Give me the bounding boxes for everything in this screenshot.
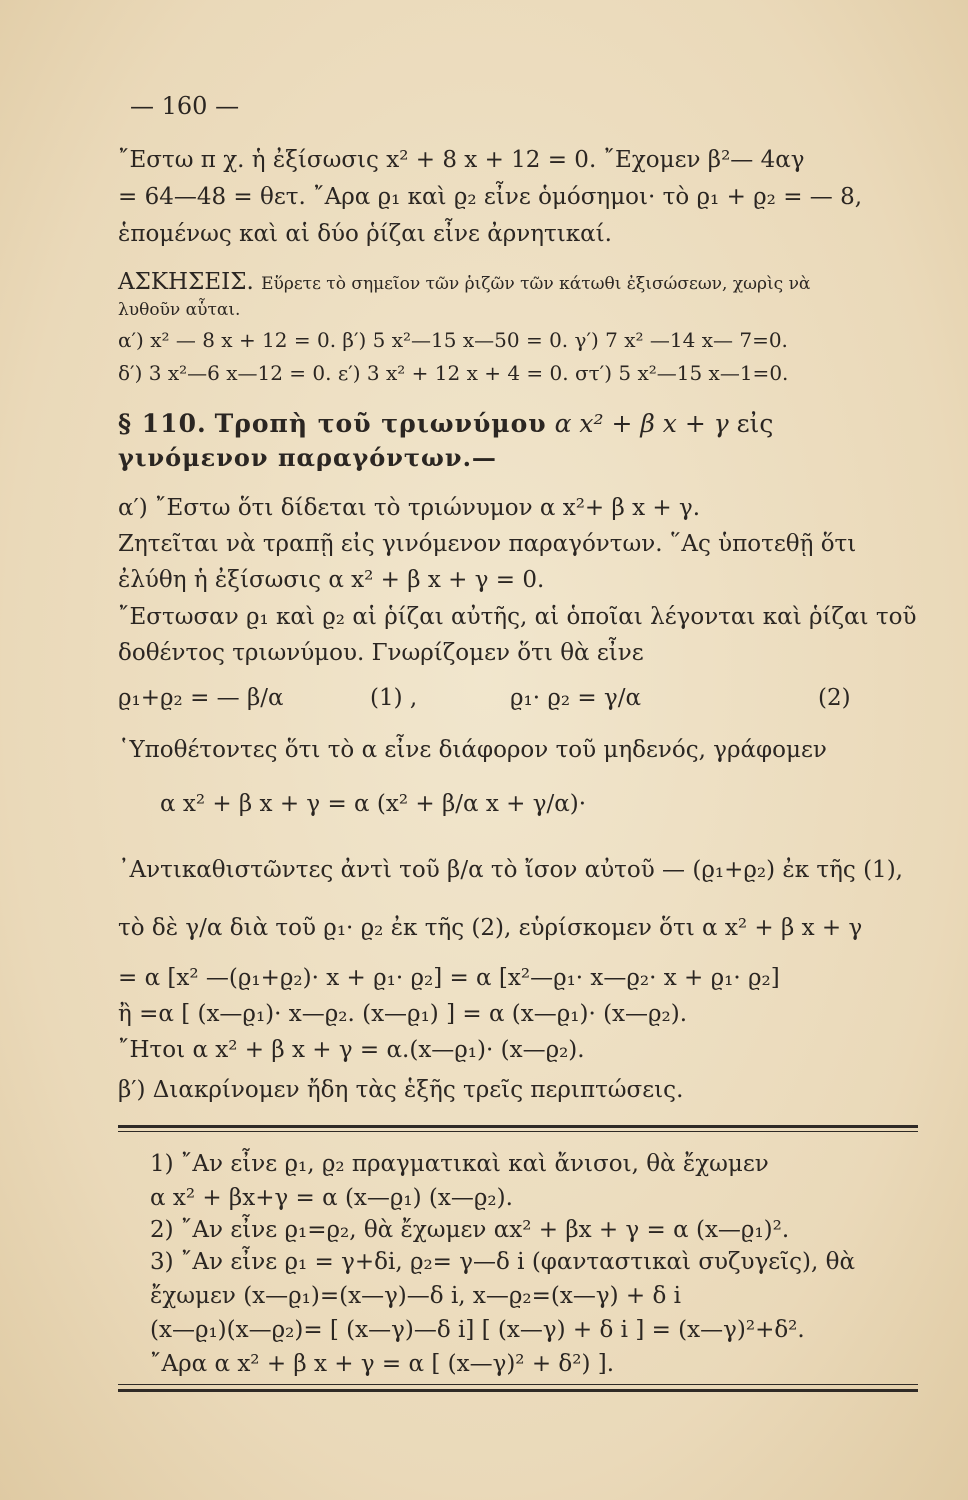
derivation-line-2: ἢ =α [ (x—ϱ₁)· x—ϱ₂. (x—ϱ₁) ] = α (x—ϱ₁)· (x—ϱ₂). bbox=[118, 1001, 688, 1027]
case-line-1: 1) ῎Αν εἶνε ϱ₁, ϱ₂ πραγματικαὶ καὶ ἄνισοι, θὰ ἔχωμεν bbox=[150, 1151, 769, 1177]
box-bottom-rule bbox=[118, 1389, 918, 1392]
exercises-instruction: Εὕρετε τὸ σημεῖον τῶν ῥιζῶν τῶν κάτωθι ἐξισώσεων, χωρὶς νὰ bbox=[261, 274, 811, 294]
para-a-line-1: α′) ῎Εστω ὅτι δίδεται τὸ τριώνυμον α x²+ β x + γ. bbox=[118, 495, 701, 521]
intro-line-1: ῎Εστω π χ. ἡ ἐξίσωσις x² + 8 x + 12 = 0. ῎Εχομεν β²— 4αγ bbox=[118, 147, 805, 173]
equation-label-2: (2) bbox=[818, 685, 851, 711]
section-title: Τροπὴ τοῦ τριωνύμου bbox=[214, 409, 547, 438]
exercises-heading: ΑΣΚΗΣΕΙΣ. bbox=[118, 269, 254, 295]
exercises-heading-line bbox=[118, 268, 810, 298]
derivation-line-1: = α [x² —(ϱ₁+ϱ₂)· x + ϱ₁· ϱ₂] = α [x²—ϱ₁· x—ϱ₂· x + ϱ₁· ϱ₂] bbox=[118, 965, 780, 991]
section-title-end: εἰς bbox=[736, 409, 774, 438]
section-formula: α x² + β x + γ bbox=[554, 409, 729, 438]
assumption-line: ῾Υποθέτοντες ὅτι τὸ α εἶνε διάφορον τοῦ μηδενός, γράφομεν bbox=[118, 737, 827, 763]
section-title-line-2: γινόμενον παραγόντων.— bbox=[118, 443, 497, 472]
derivation-line-3: ῎Ητοι α x² + β x + γ = α.(x—ϱ₁)· (x—ϱ₂). bbox=[118, 1037, 585, 1063]
box-top-rule-thin bbox=[118, 1131, 918, 1132]
substitution-line-2: τὸ δὲ γ/α διὰ τοῦ ϱ₁· ϱ₂ ἐκ τῆς (2), εὑρίσκομεν ὅτι α x² + β x + γ bbox=[118, 915, 863, 941]
para-a-line-4: ῎Εστωσαν ϱ₁ καὶ ϱ₂ αἱ ῥίζαι αὐτῆς, αἱ ὁποῖαι λέγονται καὶ ῥίζαι τοῦ bbox=[118, 604, 917, 630]
equation-product: ϱ₁· ϱ₂ = γ/α bbox=[510, 685, 642, 711]
intro-line-3: ἑπομένως καὶ αἱ δύο ῥίζαι εἶνε ἀρνητικαί. bbox=[118, 221, 612, 247]
case-line-5: ἔχωμεν (x—ϱ₁)=(x—γ)—δ i, x—ϱ₂=(x—γ) + δ i bbox=[150, 1283, 681, 1309]
exercises-row-2: δ′) 3 x²—6 x—12 = 0. ε′) 3 x² + 12 x + 4 = 0. στ′) 5 x²—15 x—1=0. bbox=[118, 361, 789, 385]
factored-equation: α x² + β x + γ = α (x² + β/α x + γ/α)· bbox=[160, 791, 587, 817]
case-line-6: (x—ϱ₁)(x—ϱ₂)= [ (x—γ)—δ i] [ (x—γ) + δ i ] = (x—γ)²+δ². bbox=[150, 1317, 805, 1343]
box-top-rule bbox=[118, 1125, 918, 1128]
section-heading bbox=[118, 410, 773, 438]
para-a-line-2: Ζητεῖται νὰ τραπῇ εἰς γινόμενον παραγόντων. ῞Ας ὑποτεθῇ ὅτι bbox=[118, 531, 857, 557]
intro-line-2: = 64—48 = θετ. ῎Αρα ϱ₁ καὶ ϱ₂ εἶνε ὁμόσημοι· τὸ ϱ₁ + ϱ₂ = — 8, bbox=[118, 184, 863, 210]
box-bottom-rule-thin bbox=[118, 1384, 918, 1385]
equation-sum: ϱ₁+ϱ₂ = — β/α bbox=[118, 685, 284, 711]
para-b-line: β′) Διακρίνομεν ἤδη τὰς ἑξῆς τρεῖς περιπτώσεις. bbox=[118, 1077, 684, 1103]
equation-label-1: (1) , bbox=[370, 685, 418, 711]
page-number: — 160 — bbox=[130, 92, 240, 120]
case-line-7: ῎Αρα α x² + β x + γ = α [ (x—γ)² + δ²) ]. bbox=[150, 1351, 615, 1377]
case-line-3: 2) ῎Αν εἶνε ϱ₁=ϱ₂, θὰ ἔχωμεν αx² + βx + γ = α (x—ϱ₁)². bbox=[150, 1217, 790, 1243]
case-line-4: 3) ῎Αν εἶνε ϱ₁ = γ+δi, ϱ₂= γ—δ i (φανταστικαὶ συζυγεῖς), θὰ bbox=[150, 1249, 856, 1275]
case-line-2: α x² + βx+γ = α (x—ϱ₁) (x—ϱ₂). bbox=[150, 1185, 513, 1211]
para-a-line-5: δοθέντος τριωνύμου. Γνωρίζομεν ὅτι θὰ εἶνε bbox=[118, 640, 644, 666]
exercises-row-1: α′) x² — 8 x + 12 = 0. β′) 5 x²—15 x—50 = 0. γ′) 7 x² —14 x— 7=0. bbox=[118, 328, 788, 352]
exercises-instruction-cont: λυθοῦν αὗται. bbox=[118, 300, 241, 320]
para-a-line-3: ἐλύθη ἡ ἐξίσωσις α x² + β x + γ = 0. bbox=[118, 567, 545, 593]
substitution-line-1: ᾽Αντικαθιστῶντες ἀντὶ τοῦ β/α τὸ ἴσον αὐτοῦ — (ϱ₁+ϱ₂) ἐκ τῆς (1), bbox=[118, 857, 903, 883]
section-number: § 110. bbox=[118, 409, 207, 438]
